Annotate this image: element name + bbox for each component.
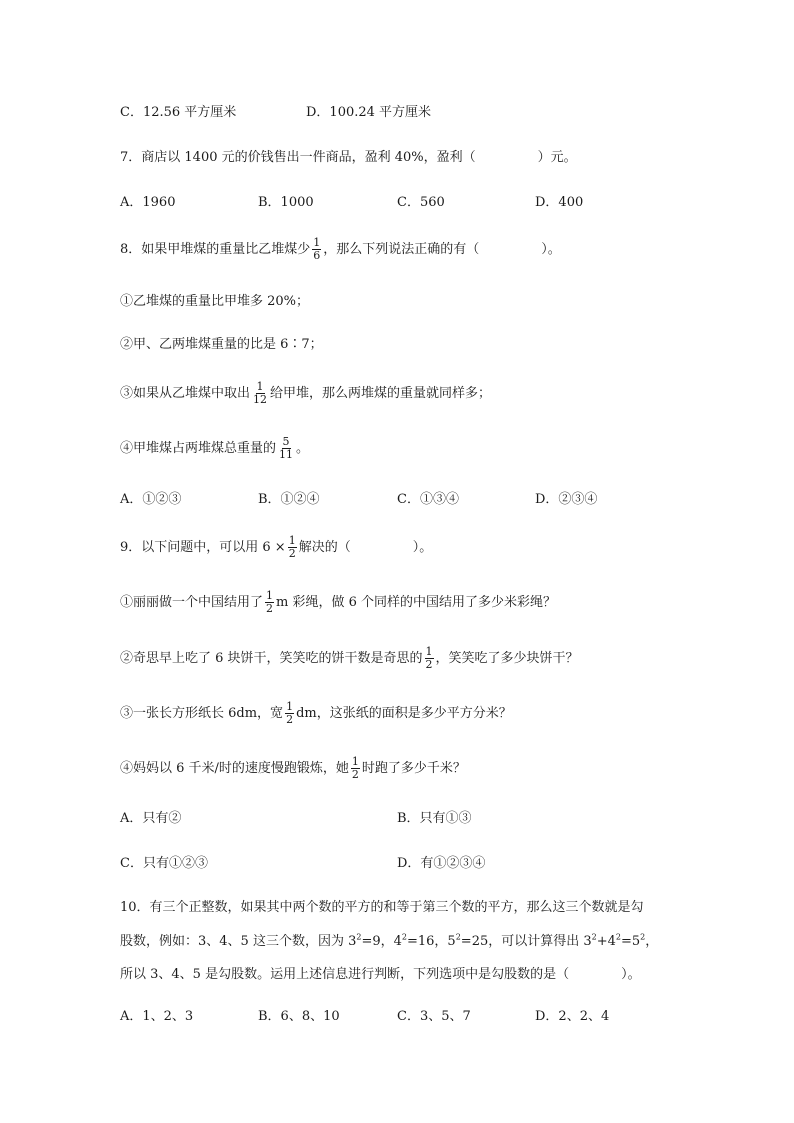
q10-option-c: C．3、5、7 [397, 1009, 471, 1024]
q8-fraction: $\frac{1}{6}$ [313, 236, 321, 262]
q9-stem: 9．以下问题中，可以用 6 × $\frac{1}{2}$ 解决的（ ）。 [120, 534, 433, 560]
q8-option-c: C．①③④ [397, 492, 459, 507]
q8-stem: 8．如果甲堆煤的重量比乙堆煤少 $\frac{1}{6}$ ，那么下列说法正确的有（ ）。 [120, 236, 561, 262]
q10-stem-line-2: 股数，例如：3、4、5 这三个数，因为 $3^2=9$，$4^2=16$，$5^2=25$，可以计算得出 $3^2+4^2=5^2$， [120, 932, 659, 949]
q7-option-d: D．400 [535, 195, 584, 210]
q8-statement-4: ④甲堆煤占两堆煤总重量的 $\frac{5}{11}$ 。 [120, 435, 310, 461]
q7-option-b: B．1000 [258, 195, 314, 210]
q10-option-b: B．6、8、10 [258, 1009, 340, 1024]
q8-option-b: B．①②④ [258, 492, 320, 507]
q7-stem: 7．商店以 1400 元的价钱售出一件商品，盈利 40%，盈利（ ）元。 [120, 150, 577, 165]
q6-option-c: C．12.56 平方厘米 [120, 105, 237, 120]
q8-option-a: A．①②③ [120, 492, 182, 507]
q8-statement-3: ③如果从乙堆煤中取出 $\frac{1}{12}$ 给甲堆，那么两堆煤的重量就同样多； [120, 380, 492, 406]
q8-statement-1: ①乙堆煤的重量比甲堆多 20%； [120, 294, 310, 309]
q9-option-a: A．只有② [120, 811, 182, 826]
q9-s3-fraction: $\frac{1}{2}$ [286, 700, 294, 726]
q6-option-d: D．100.24 平方厘米 [306, 105, 432, 120]
q8-option-d: D．②③④ [535, 492, 598, 507]
q9-option-c: C．只有①②③ [120, 856, 208, 871]
q7-option-a: A．1960 [120, 195, 176, 210]
q9-s2-fraction: $\frac{1}{2}$ [425, 645, 433, 671]
q9-statement-4: ④妈妈以 6 千米/时的速度慢跑锻炼，她 $\frac{1}{2}$ 时跑了多少千米？ [120, 755, 466, 781]
q7-option-c: C．560 [397, 195, 445, 210]
q8-s4-fraction: $\frac{5}{11}$ [279, 435, 294, 461]
q8-s3-fraction: $\frac{1}{12}$ [253, 380, 268, 406]
q9-statement-1: ①丽丽做一个中国结用了 $\frac{1}{2}$ m 彩绳，做 6 个同样的中国结用了多少米彩绳？ [120, 589, 557, 615]
q10-option-a: A．1、2、3 [120, 1009, 194, 1024]
q9-option-d: D．有①②③④ [397, 856, 486, 871]
q9-s4-fraction: $\frac{1}{2}$ [351, 755, 359, 781]
q9-statement-2: ②奇思早上吃了 6 块饼干，笑笑吃的饼干数是奇思的 $\frac{1}{2}$ ，笑笑吃了多少块饼干？ [120, 645, 579, 671]
q10-stem-line-1: 10．有三个正整数，如果其中两个数的平方的和等于第三个数的平方，那么这三个数就是勾 [120, 900, 644, 915]
q8-statement-2: ②甲、乙两堆煤重量的比是 6∶7； [120, 337, 323, 352]
q9-s1-fraction: $\frac{1}{2}$ [266, 589, 274, 615]
q9-statement-3: ③一张长方形纸长 6dm，宽 $\frac{1}{2}$ dm，这张纸的面积是多少平方分米？ [120, 700, 512, 726]
q10-stem-line-3: 所以 3、4、5 是勾股数。运用上述信息进行判断，下列选项中是勾股数的是（ ）。 [120, 967, 641, 982]
q9-option-b: B．只有①③ [397, 811, 472, 826]
q9-fraction: $\frac{1}{2}$ [288, 534, 296, 560]
q10-option-d: D．2、2、4 [535, 1009, 610, 1024]
